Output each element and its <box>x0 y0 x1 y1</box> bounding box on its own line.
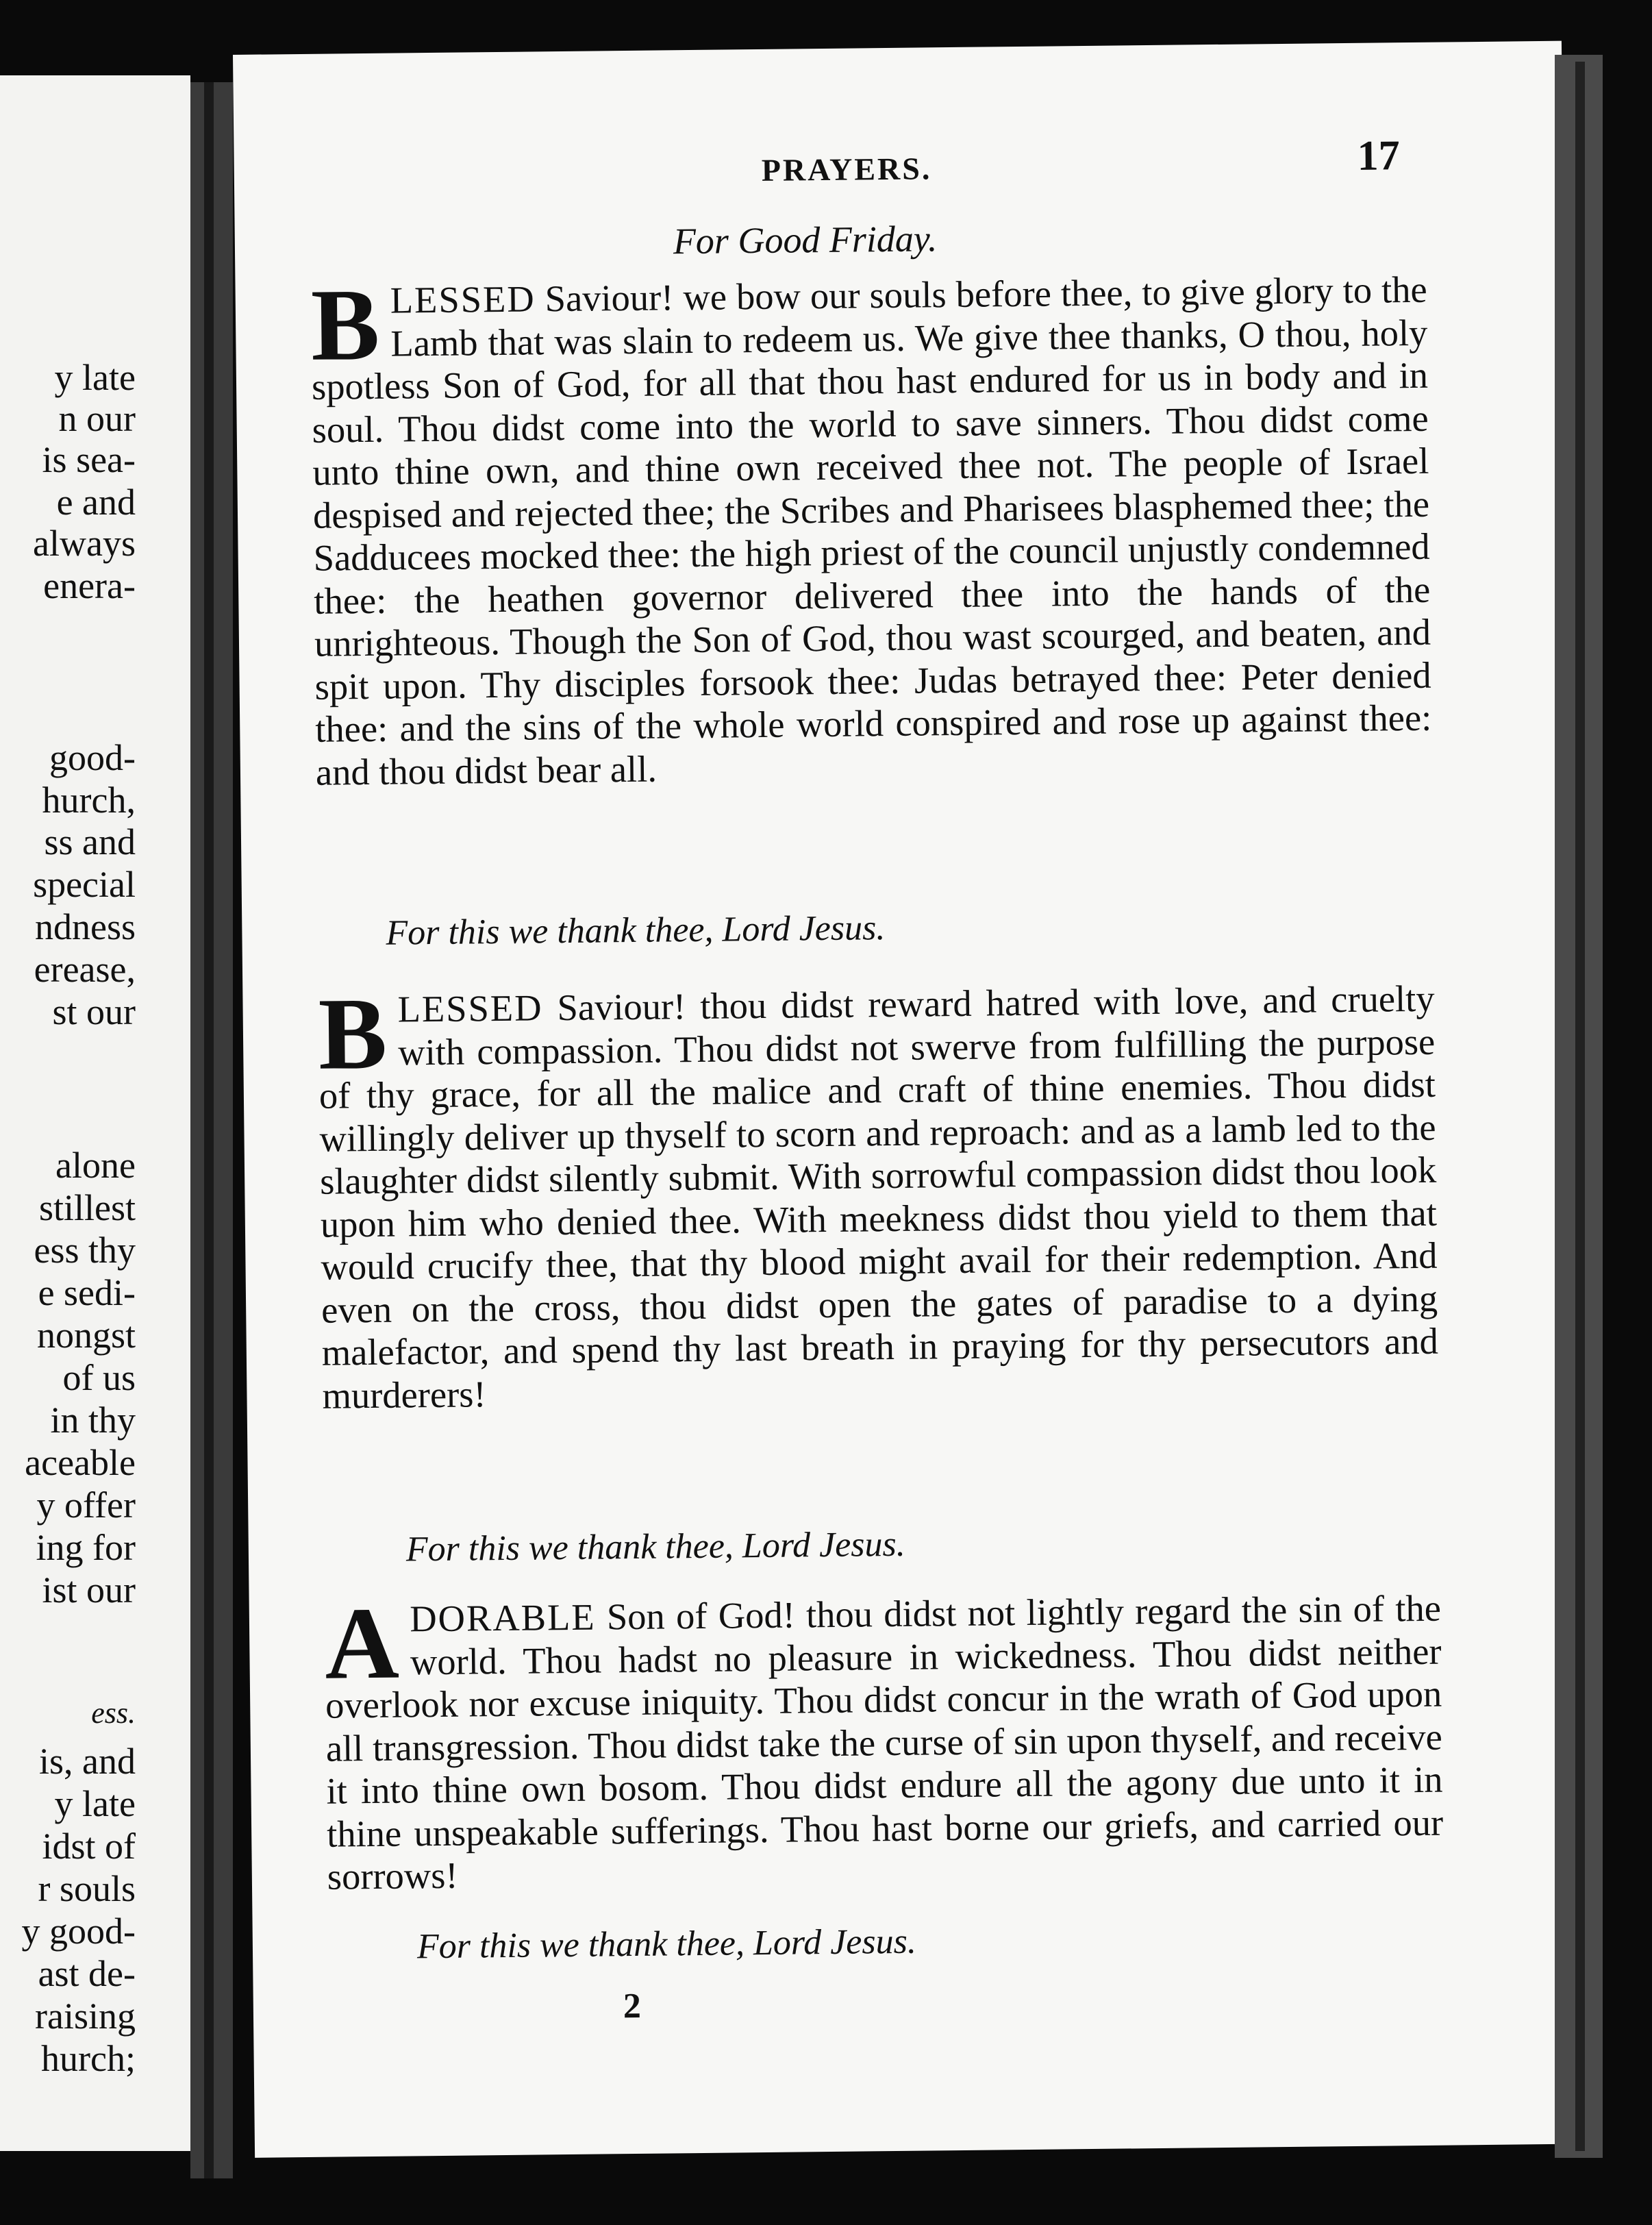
left-page-line: ist our <box>42 1569 136 1611</box>
left-page-line: special <box>33 864 136 905</box>
left-page-line: ast de- <box>38 1953 136 1994</box>
left-page-line: ss and <box>44 821 136 862</box>
drop-cap: A <box>324 1586 400 1701</box>
drop-cap: B <box>310 267 381 382</box>
left-page-line: hurch; <box>41 2038 136 2079</box>
left-page-line: n our <box>58 398 136 439</box>
paragraph-text: Son of God! thou didst not lightly regard the sin of the world. Thou hadst no pleasure in wickedness. Thou didst neither overlook nor excuse iniquity. Thou didst concur in the wrath of God upon all transgression. Thou didst take the curse of sin upon thyself, and receive it into thine own bosom. Thou didst endure all the agony due unto it in thine unspeakable sufferings. Thou hast borne our griefs, and carried our sorrows! <box>325 1587 1444 1898</box>
left-page-line: always <box>33 523 136 564</box>
left-page-line: is, and <box>39 1741 136 1782</box>
section-title: For Good Friday. <box>673 218 938 262</box>
prayer-paragraph <box>310 269 1432 794</box>
drop-cap: B <box>318 976 388 1091</box>
left-page-line: nongst <box>36 1315 136 1356</box>
left-page-line: e and <box>56 482 136 523</box>
left-page-line: ndness <box>35 906 136 947</box>
left-page-line: ess. <box>91 1696 136 1730</box>
left-page-line: y good- <box>21 1911 136 1952</box>
left-page-line: st our <box>52 991 136 1032</box>
left-page-line: good- <box>49 737 136 778</box>
left-facing-page <box>0 75 190 2151</box>
left-page-line: hurch, <box>42 780 136 821</box>
right-page <box>233 41 1584 2158</box>
left-page-line: r souls <box>38 1868 136 1909</box>
left-page-line: aceable <box>25 1442 136 1483</box>
response-line: For this we thank thee, Lord Jesus. <box>405 1524 906 1569</box>
signature-mark: 2 <box>623 1986 642 2026</box>
left-page-line: raising <box>35 1996 136 2037</box>
left-page-line: e sedi- <box>38 1272 136 1313</box>
lead-word: LESSED <box>397 986 543 1030</box>
left-page-line: alone <box>55 1145 136 1186</box>
page-number: 17 <box>1357 132 1400 179</box>
left-page-line: y late <box>54 1783 136 1824</box>
left-page-line: idst of <box>42 1826 136 1867</box>
page-edge-shadow <box>1575 62 1585 2151</box>
left-page-line: erease, <box>34 949 136 990</box>
prayer-paragraph <box>318 978 1438 1417</box>
response-line: For this we thank thee, Lord Jesus. <box>416 1922 917 1967</box>
gutter-shadow <box>204 82 214 2178</box>
lead-word: LESSED <box>390 277 536 321</box>
left-page-line: stillest <box>38 1187 136 1228</box>
left-page-line: is sea- <box>42 439 136 480</box>
left-page-line: y late <box>54 357 136 398</box>
running-head: PRAYERS. <box>761 151 932 188</box>
left-page-line: y offer <box>36 1484 136 1526</box>
prayer-paragraph <box>325 1587 1444 1899</box>
paragraph-text: Saviour! thou didst reward hatred with love, and cruelty with compassion. Thou didst not swerve from fulfilling the purpose of thy grace, for all the malice and craft of thine enemies. Thou didst willingly deliver up thyself to scorn and reproach: and as a lamb led to the slaughter didst silently submit. With sorrowful compassion didst thou look upon him who denied thee. With meekness didst thou yield to them that would crucify thee, that thy blood might avail for their redemption. And even on the cross, thou didst open the gates of paradise to a dying malefactor, and spend thy last breath in praying for thy persecutors and murderers! <box>318 977 1439 1417</box>
response-line: For this we thank thee, Lord Jesus. <box>386 908 886 953</box>
left-page-line: ing for <box>36 1527 136 1568</box>
left-page-line: enera- <box>43 565 136 606</box>
lead-word: DORABLE <box>409 1595 596 1640</box>
left-page-line: ess thy <box>34 1230 136 1271</box>
left-page-line: of us <box>62 1357 136 1398</box>
left-page-line: in thy <box>50 1400 136 1441</box>
paragraph-text: Saviour! we bow our souls before thee, to give glory to the Lamb that was slain to redeem us. We give thee thanks, O thou, holy spotless Son of God, for all that thou hast endured for us in body and in soul. Thou didst come into the world to save sinners. Thou didst come unto thine own, and thine own received thee not. The people of Israel despised and rejected thee; the Scribes and Pharisees blasphemed thee; the Sadducees mocked thee: the high priest of the council unjustly condemned thee: the heathen governor delivered thee into the hands of the unrighteous. Though the Son of God, thou wast scourged, and beaten, and spit upon. Thy disciples forsook thee: Judas betrayed thee: Peter denied thee: and the sins of the whole world conspired and rose up against thee: and thou didst bear all. <box>311 268 1432 793</box>
